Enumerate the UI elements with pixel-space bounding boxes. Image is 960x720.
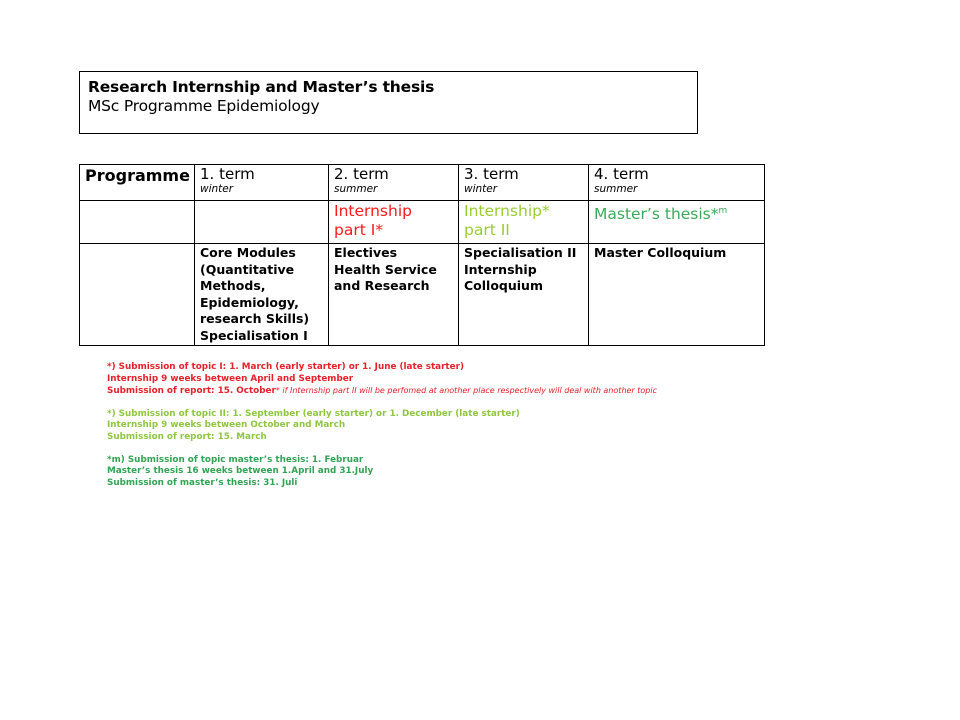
table-modules-row [80,244,765,346]
footnote-line [107,385,727,398]
footnote-line: *) Submission of topic I: 1. March (early starter) or 1. June (late starter) [107,362,464,372]
internship-part-1-line2: part I* [334,221,384,239]
masters-thesis-phase [594,202,759,224]
internship-part-2-line1: Internship* [464,202,550,220]
footnote-line: Submission of master’s thesis: 31. Juli [107,477,298,488]
phase-empty-cell [80,201,195,244]
phase-term-1-cell [195,201,329,244]
modules-term-1-cell [195,244,329,346]
term-3-header [459,165,589,201]
module-line: Methods, [200,278,266,293]
term-2-season: summer [334,183,378,195]
module-line: Health Service [334,261,437,277]
term-2-header [329,165,459,201]
footnote-line: *m) Submission of topic master’s thesis: 1. Februar [107,454,364,465]
programme-table [79,164,765,346]
modules-empty-cell [80,244,195,346]
footnote-line: Master’s thesis 16 weeks between 1.April and 31.July [107,466,374,477]
footnote-internship-part-1 [107,362,727,398]
term-3-label: 3. term [464,165,519,183]
footnote-line: Submission of report: 15. March [107,431,267,442]
phase-term-2-cell [329,201,459,244]
title-box [79,71,698,134]
footnote-masters-thesis [107,455,727,490]
internship-part-1-line1: Internship [334,202,412,220]
table-phase-row [80,201,765,244]
modules-term-3-cell [459,244,589,346]
term-4-season: summer [594,183,638,195]
term-3-season: winter [464,183,498,195]
footnote-report-date: Submission of report: 15. October [107,386,276,397]
masters-thesis-sup: m [718,206,728,216]
phase-term-4-cell [589,201,765,244]
module-line: and Research [334,278,430,293]
module-line: (Quantitative [200,261,295,277]
document-title: Research Internship and Master’s thesis [88,78,435,96]
module-line: Epidemiology, [200,294,299,310]
footnote-line: *) Submission of topic II: 1. September (early starter) or 1. December (late starter) [107,408,520,419]
module-line: Core Modules [200,245,296,260]
module-line: Master Colloquium [594,245,727,260]
term-1-header [195,165,329,201]
modules-term-2-cell [329,244,459,346]
term-4-header [589,165,765,201]
module-line: Specialisation I [200,327,308,343]
programme-header: Programme [80,165,195,201]
internship-part-2-line2: part II [464,221,510,239]
module-line: Electives [334,245,398,260]
document-subtitle: MSc Programme Epidemiology [88,97,320,115]
footnote-line: Internship 9 weeks between April and September [107,373,354,384]
module-line: Specialisation II [464,245,577,260]
module-line: Colloquium [464,278,543,293]
table-header-row [80,165,765,201]
footnote-internship-part-2 [107,409,727,444]
modules-term-4-cell [589,244,765,346]
module-line: research Skills) [200,311,310,326]
phase-term-3-cell [459,201,589,244]
module-line: Internship [464,261,537,277]
term-1-season: winter [200,183,234,195]
footnote-italic-remark: * if Internship part II will be perfomed at another place respectively will deal with another topic [275,386,657,396]
term-4-label: 4. term [594,165,649,183]
footnote-line: Internship 9 weeks between October and March [107,420,346,431]
term-1-label: 1. term [200,165,255,183]
footnotes [107,362,727,500]
term-2-label: 2. term [334,165,389,183]
masters-thesis-label: Master’s thesis* [594,205,719,224]
